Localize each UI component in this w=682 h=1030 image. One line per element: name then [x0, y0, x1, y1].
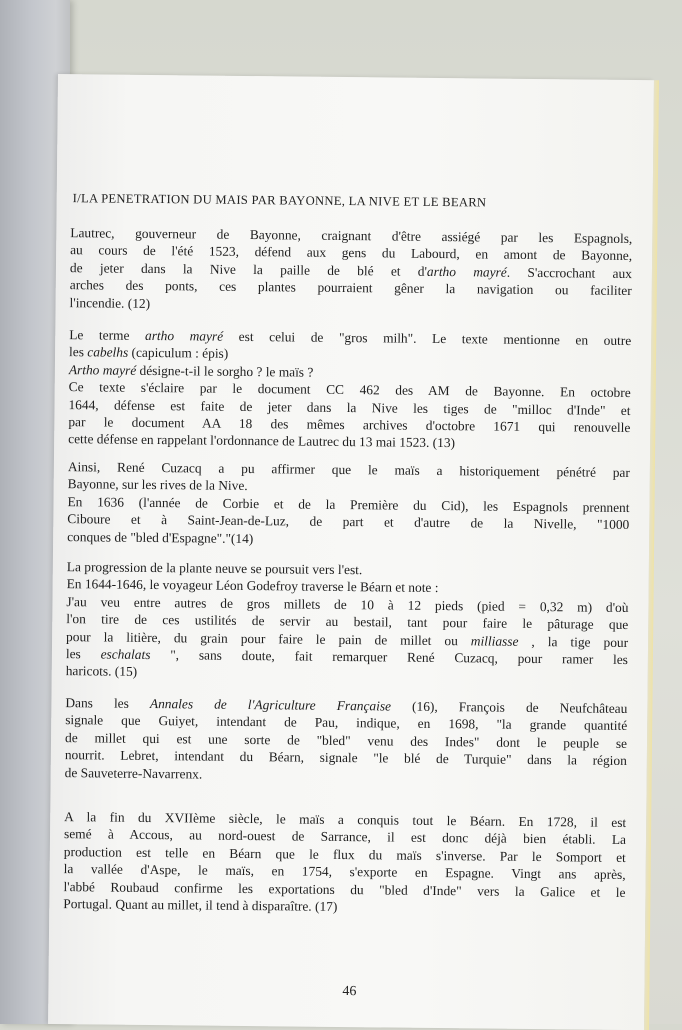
text-line: Portugal. Quant au millet, il tend à disparaître. (17): [63, 896, 338, 915]
text-line: Ciboure et à Saint-Jean-de-Luz, de part et d'autre de la Nivelle, "1000: [67, 511, 630, 533]
text-line: conques de "bled d'Espagne"."(14): [67, 528, 254, 546]
text-line: Ce texte s'éclaire par le document CC 462 des AM de Bayonne. En octobre: [68, 379, 631, 401]
text-line: haricots. (15): [65, 663, 138, 680]
paragraph-1: [70, 224, 633, 317]
text-line: par le document AA 18 des mêmes archives d'octobre 1671 qui renouvelle: [68, 414, 631, 436]
text-line: l'on tire de ces ustilités de servir au bestail, tant pour faire le pâturage que: [66, 611, 629, 633]
text-line: production est telle en Béarn que le flux du maïs s'inverse. Par le Somport et: [63, 843, 626, 865]
text-line: Bayonne, sur les rives de la Nive.: [67, 476, 248, 494]
text-line: nourrit. Lebret, intendant du Béarn, signale "le blé de Turquie" dans la région: [64, 747, 627, 769]
text-line: les cabelhs (capiculum : épis): [69, 344, 229, 362]
text-line: signale que Guiyet, intendant de Pau, indique, en 1698, "la grande quantité: [65, 712, 628, 734]
page-number: 46: [342, 984, 357, 1000]
text-line: La progression de la plante neuve se poursuit vers l'est.: [66, 559, 363, 578]
paragraph-5: [65, 694, 628, 787]
paragraph-6: [63, 808, 626, 918]
text-line: pour la litière, du grain pour faire le pain de millet ou milliasse , la tige pour: [66, 628, 629, 650]
text-line: de jeter dans la Nive la paille de blé et d'artho mayré. S'accrochant aux: [69, 259, 633, 281]
text-line: Le terme artho mayré est celui de "gros milh". Le texte mentionne en outre: [69, 327, 632, 349]
text-line: A la fin du XVIIème siècle, le maïs a conquis tout le Béarn. En 1728, il est: [64, 809, 627, 830]
text-line: En 1644-1646, le voyageur Léon Godefroy traverse le Béarn et note :: [66, 576, 439, 596]
text-line: arches des ponts, ces plantes pourraient gêner la navigation ou faciliter: [69, 277, 632, 299]
page-content: [63, 74, 634, 1000]
text-line: Ainsi, René Cuzacq a pu affirmer que le maïs a historiquement pénétré par: [67, 459, 630, 481]
text-line: cette défense en rappelant l'ordonnance de Lautrec du 13 mai 1523. (13): [68, 431, 456, 451]
text-line: les eschalats ", sans doute, fait remarquer René Cuzacq, pour ramer les: [65, 646, 628, 668]
paragraph-4: [66, 558, 629, 686]
text-line: En 1636 (l'année de Corbie et de la Première du Cid), les Espagnols prennent: [67, 493, 630, 515]
paragraph-3: [67, 458, 630, 551]
page-fore-edge: [644, 80, 659, 1030]
text-line: de millet qui est une sorte de "bled" venu des Indes" dont le peuple se: [64, 729, 628, 751]
text-line: J'au veu entre autres de gros millets de 10 à 12 pieds (pied = 0,32 m) d'où: [66, 593, 629, 615]
text-line: la vallée d'Aspe, le maïs, en 1754, s'exporte en Espagne. Vingt ans après,: [63, 861, 626, 883]
text-line: l'incendie. (12): [69, 294, 151, 311]
section-heading: I/LA PENETRATION DU MAIS PAR BAYONNE, LA NIVE ET LE BEARN: [72, 191, 487, 210]
text-line: l'abbé Roubaud confirme les exportations du "bled d'Inde" vers la Galice et le: [63, 878, 626, 900]
text-line: au cours de l'été 1523, défend aux gens du Labourd, en amont de Bayonne,: [70, 242, 633, 264]
text-line: 1644, défense est faite de jeter dans la Nive les tiges de "milloc d'Inde" et: [68, 396, 631, 418]
text-line: semé à Accous, au nord-ouest de Sarrance, il est donc déjà bien établi. La: [63, 826, 627, 848]
book-page: [48, 74, 654, 1030]
text-line: Dans les Annales de l'Agriculture Française (16), François de Neufchâteau: [65, 695, 628, 716]
text-line: Lautrec, gouverneur de Bayonne, craignant d'être assiégé par les Espagnols,: [70, 225, 633, 247]
text-line: Artho mayré désigne-t-il le sorgho ? le maïs ?: [68, 361, 314, 380]
paragraph-2: [68, 326, 631, 454]
text-line: de Sauveterre-Navarrenx.: [64, 764, 203, 782]
